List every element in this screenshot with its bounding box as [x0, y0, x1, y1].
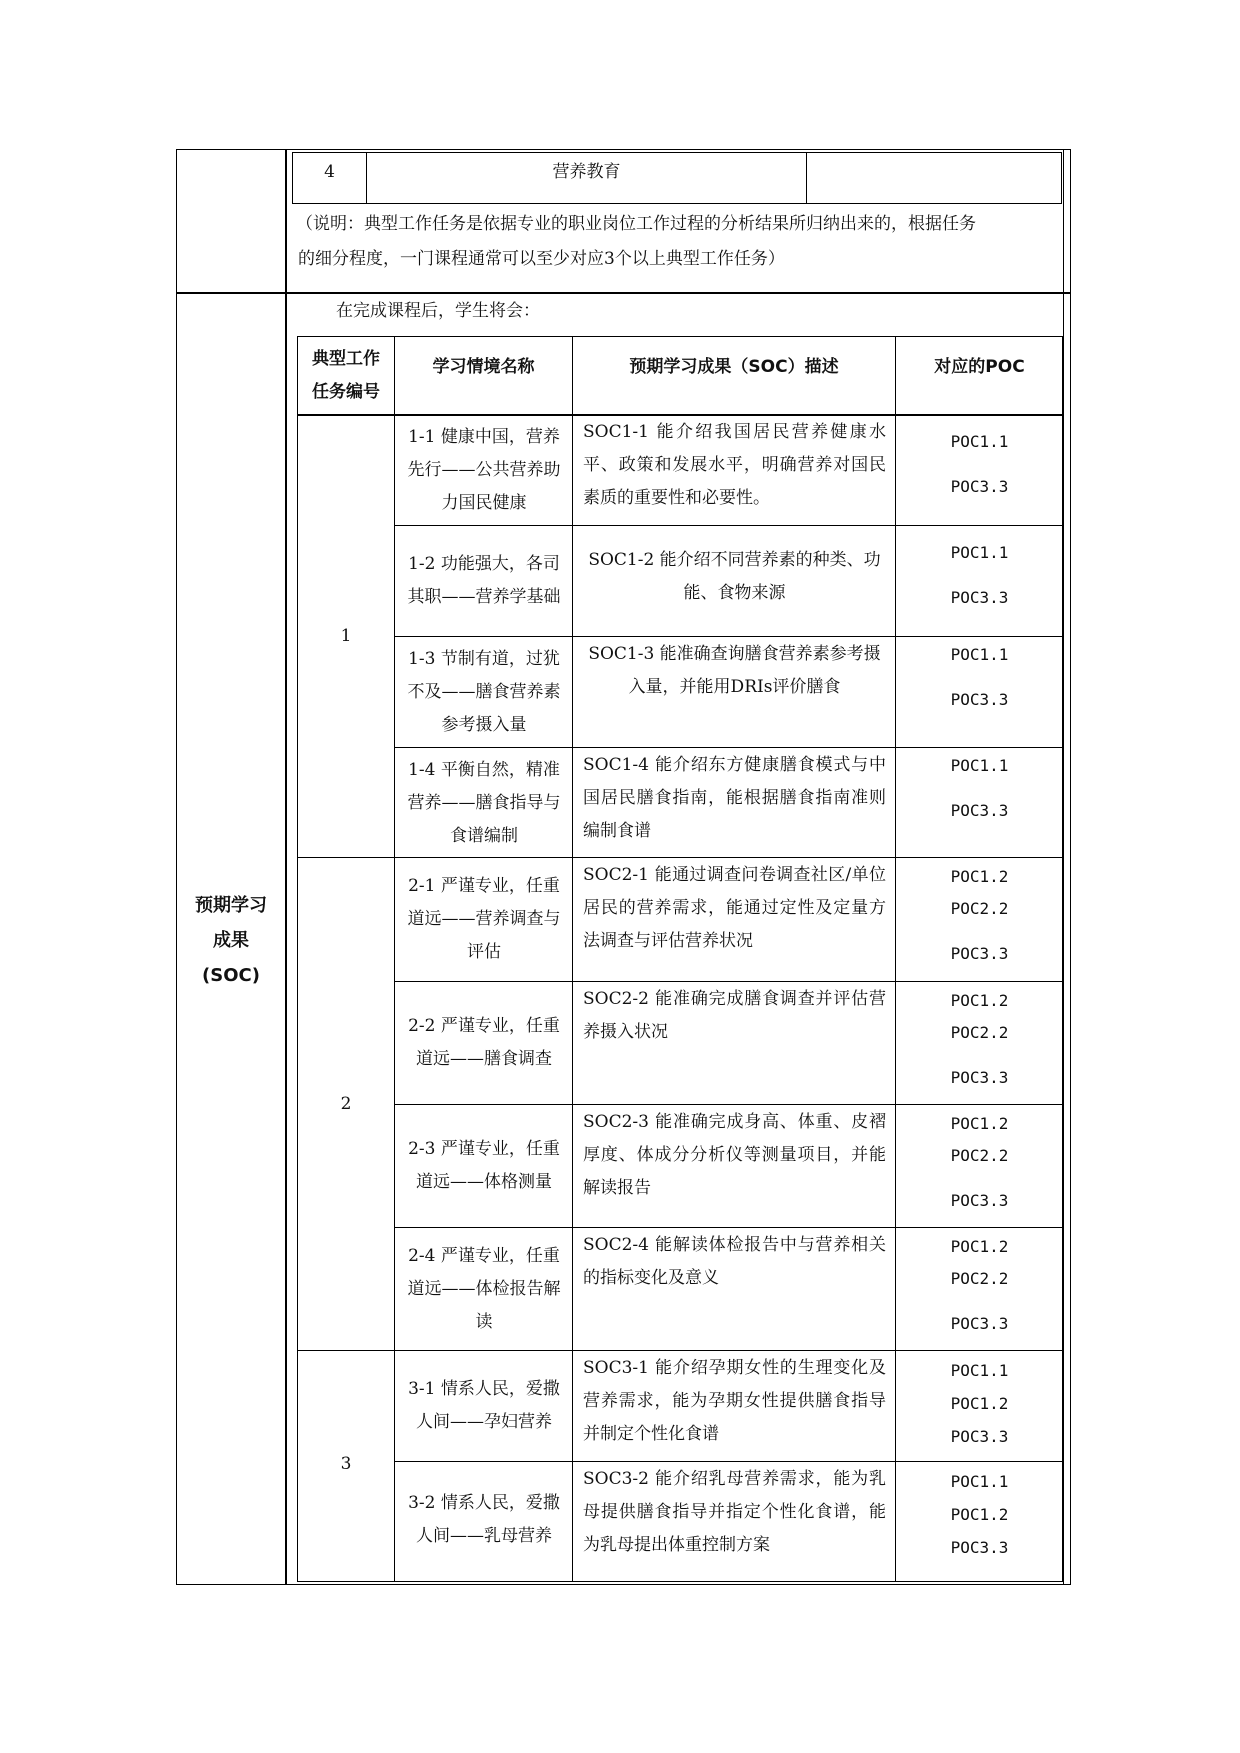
poc-value: POC1.1	[950, 1361, 1009, 1380]
poc-value: POC3.3	[950, 477, 1009, 496]
header-soc: 预期学习成果（SOC）描述	[629, 356, 839, 377]
scenario-cell: 1-2 功能强大，各司其职——营养学基础	[407, 554, 561, 607]
section-divider	[285, 149, 287, 1585]
note-line-1: （说明：典型工作任务是依据专业的职业岗位工作过程的分析结果所归纳出来的，根据任务	[296, 214, 976, 234]
poc-cell	[896, 637, 1063, 747]
poc-value: POC2.2	[950, 899, 1009, 918]
poc-value: POC1.2	[950, 1394, 1009, 1413]
soc-cell: SOC1-3 能准确查询膳食营养素参考摄入量，并能用DRIs评价膳食	[588, 644, 881, 697]
poc-cell	[896, 1228, 1063, 1351]
outer-bottom-border	[176, 1584, 1071, 1585]
header-poc: 对应的POC	[934, 356, 1025, 377]
poc-value: POC1.2	[950, 1114, 1009, 1133]
poc-value: POC1.2	[950, 867, 1009, 886]
top-row-name: 营养教育	[552, 161, 621, 182]
poc-value: POC1.1	[950, 543, 1009, 562]
poc-cell	[896, 526, 1063, 636]
col-divider-scenario	[572, 336, 573, 1582]
poc-value: POC2.2	[950, 1269, 1009, 1288]
task-number-3: 3	[340, 1453, 352, 1474]
scenario-cell: 2-2 严谨专业，任重道远——膳食调查	[408, 1016, 560, 1069]
poc-value: POC3.3	[950, 944, 1009, 963]
scenario-cell: 2-4 严谨专业，任重道远——体检报告解读	[407, 1245, 561, 1332]
scenario-cell: 1-1 健康中国，营养先行——公共营养助力国民健康	[407, 426, 561, 513]
poc-value: POC1.2	[950, 991, 1009, 1010]
section-separator	[176, 292, 1071, 294]
poc-value: POC3.3	[950, 801, 1009, 820]
poc-value: POC1.2	[950, 1237, 1009, 1256]
poc-value: POC1.2	[950, 1505, 1009, 1524]
poc-cell	[896, 1351, 1063, 1461]
poc-cell	[896, 1462, 1063, 1580]
scenario-cell: 2-1 严谨专业，任重道远——营养调查与评估	[407, 876, 561, 962]
scenario-cell: 3-2 情系人民，爱撒人间——乳母营养	[408, 1493, 560, 1546]
header-scenario: 学习情境名称	[432, 356, 535, 377]
soc-cell: SOC2-2 能准确完成膳食调查并评估营养摄入状况	[583, 989, 886, 1042]
poc-value: POC1.1	[950, 1472, 1009, 1491]
note-line-2: 的细分程度，一门课程通常可以至少对应3个以上典型工作任务）	[298, 249, 785, 269]
soc-cell: SOC2-4 能解读体检报告中与营养相关的指标变化及意义	[583, 1235, 886, 1288]
poc-value: POC3.3	[950, 1538, 1009, 1557]
section-label: 预期学习成果(SOC)	[195, 894, 267, 986]
soc-cell: SOC1-2 能介绍不同营养素的种类、功能、食物来源	[588, 550, 881, 603]
poc-value: POC2.2	[950, 1023, 1009, 1042]
top-row-number: 4	[324, 161, 335, 182]
outer-right-border	[1070, 149, 1071, 1585]
scenario-cell: 3-1 情系人民，爱撒人间——孕妇营养	[408, 1379, 560, 1432]
soc-cell: SOC3-2 能介绍乳母营养需求，能为乳母提供膳食指导并指定个性化食谱，能为乳母提出体重控制方案	[583, 1469, 886, 1555]
task-number-1: 1	[340, 625, 352, 646]
poc-value: POC3.3	[950, 1191, 1009, 1210]
poc-value: POC2.2	[950, 1146, 1009, 1165]
soc-cell: SOC1-1 能介绍我国居民营养健康水平、政策和发展水平，明确营养对国民素质的重要性和必要性。	[583, 422, 886, 508]
poc-cell	[896, 982, 1063, 1105]
poc-cell	[896, 858, 1063, 981]
outer-top-border	[176, 149, 1071, 150]
soc-cell: SOC3-1 能介绍孕期女性的生理变化及营养需求，能为孕期女性提供膳食指导并制定个性化食谱	[583, 1358, 886, 1444]
soc-cell: SOC1-4 能介绍东方健康膳食模式与中国居民膳食指南，能根据膳食指南准则编制食谱	[583, 755, 886, 841]
inner-right-border	[1063, 149, 1064, 1585]
poc-value: POC3.3	[950, 1314, 1009, 1333]
scenario-cell: 2-3 严谨专业，任重道远——体格测量	[408, 1139, 560, 1192]
poc-value: POC3.3	[950, 1427, 1009, 1446]
poc-value: POC1.1	[950, 756, 1009, 775]
outer-left-border	[176, 149, 177, 1585]
poc-cell	[896, 1105, 1063, 1228]
poc-value: POC3.3	[950, 690, 1009, 709]
poc-value: POC1.1	[950, 432, 1009, 451]
poc-cell	[896, 748, 1063, 858]
poc-value: POC3.3	[950, 588, 1009, 607]
poc-value: POC1.1	[950, 645, 1009, 664]
intro-text: 在完成课程后，学生将会：	[336, 301, 540, 321]
top-row-extra	[807, 152, 1062, 204]
soc-cell: SOC2-3 能准确完成身高、体重、皮褶厚度、体成分分析仪等测量项目，并能解读报告	[583, 1112, 886, 1198]
poc-cell	[896, 415, 1063, 525]
task-number-2: 2	[340, 1093, 352, 1114]
soc-cell: SOC2-1 能通过调查问卷调查社区/单位居民的营养需求，能通过定性及定量方法调查与评估营养状况	[583, 865, 886, 951]
scenario-cell: 1-3 节制有道，过犹不及——膳食营养素参考摄入量	[407, 648, 561, 735]
scenario-cell: 1-4 平衡自然，精准营养——膳食指导与食谱编制	[407, 759, 561, 846]
header-task: 典型工作任务编号	[312, 348, 380, 402]
col-divider-task	[394, 336, 395, 1582]
poc-value: POC3.3	[950, 1068, 1009, 1087]
